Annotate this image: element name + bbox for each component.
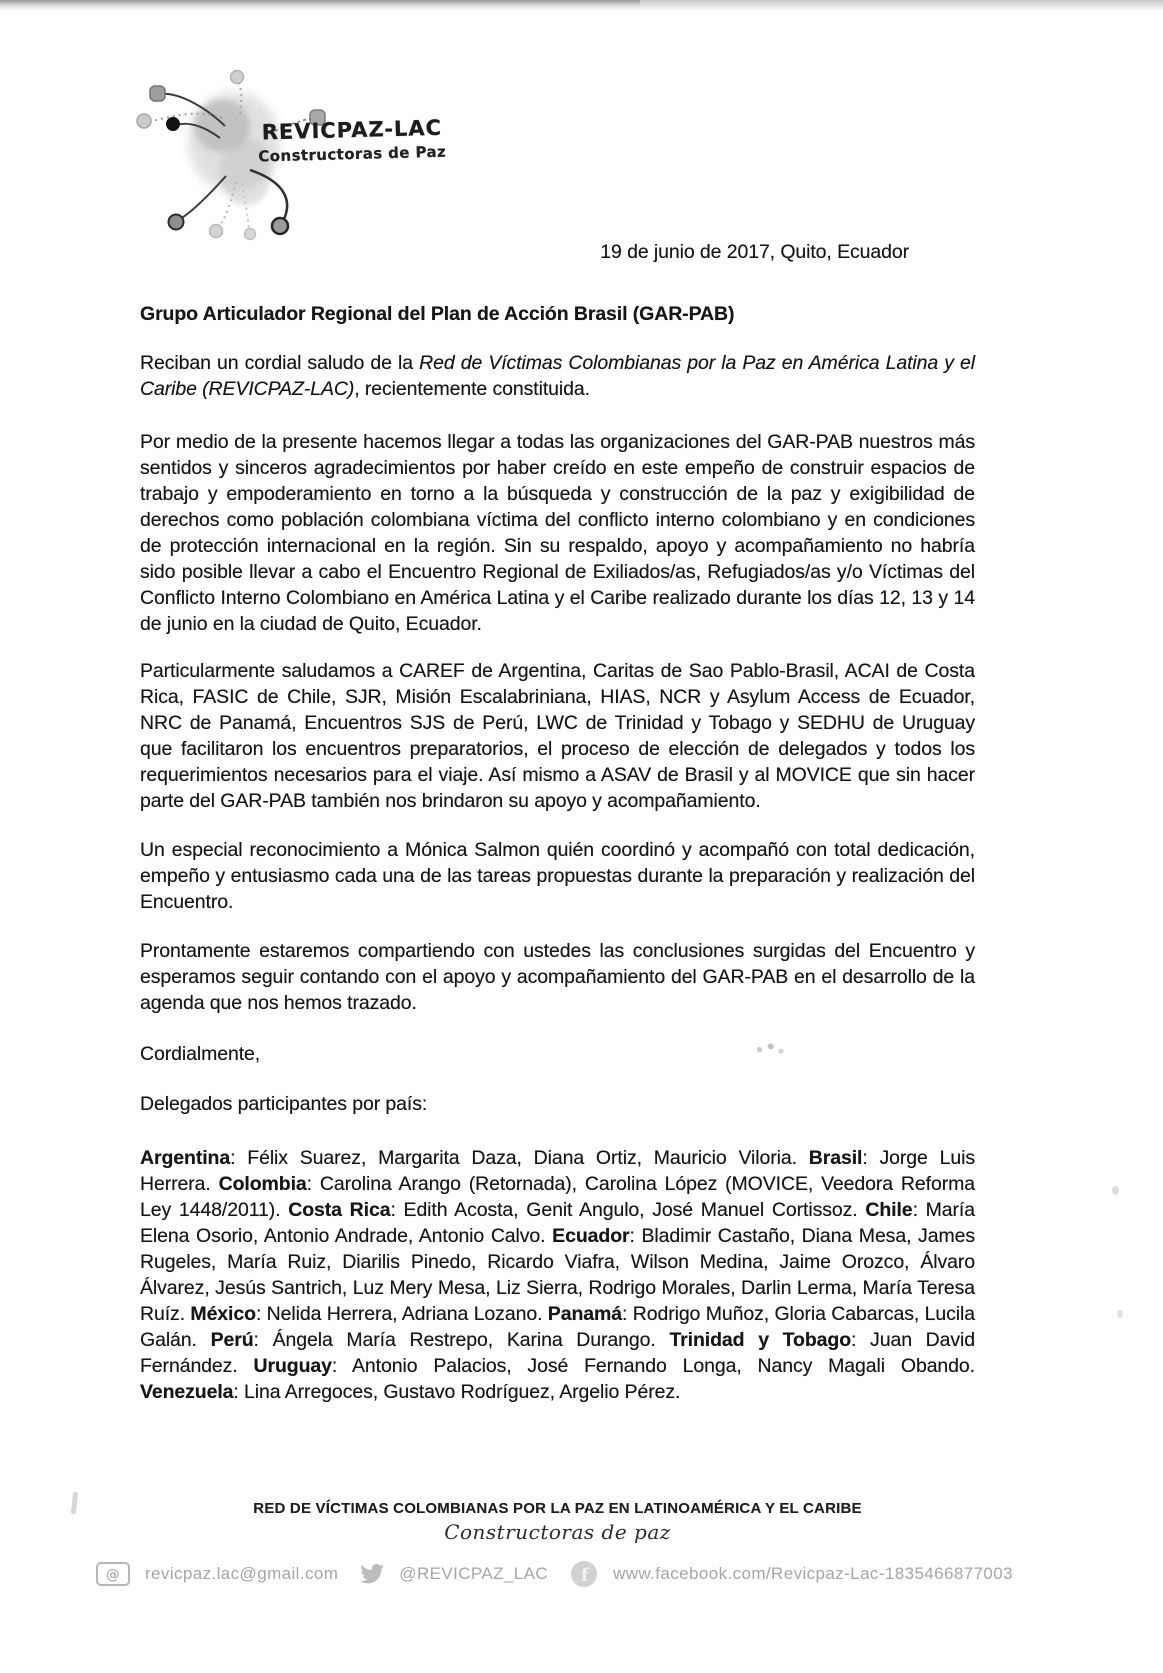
recipient-heading: Grupo Articulador Regional del Plan de Acción Brasil (GAR-PAB)	[140, 303, 735, 325]
facebook-contact	[569, 1559, 1013, 1589]
email-address: revicpaz.lac@gmail.com	[145, 1564, 339, 1583]
email-icon	[95, 1561, 131, 1587]
footer-tagline: Constructoras de paz	[444, 1520, 671, 1544]
svg-text:@: @	[105, 1567, 121, 1583]
closing-salutation: Cordialmente,	[140, 1043, 261, 1065]
email-contact	[95, 1561, 338, 1587]
twitter-contact	[359, 1561, 548, 1587]
scan-artifact-dash	[71, 1492, 78, 1514]
facebook-url: www.facebook.com/Revicpaz-Lac-1835466877003	[613, 1564, 1013, 1583]
footer	[140, 1500, 975, 1544]
thanks-paragraph: Por medio de la presente hacemos llegar a todas las organizaciones del GAR-PAB nuestros más sentidos y sinceros agradecimientos por haber creído en este empeño de construir espacios de trabajo y empoderamiento en torno a la búsqueda y construcción de la paz y exigibilidad de derechos como población colombiana víctima del conflicto interno colombiano y en condiciones de protección internacional en la región. Sin su respaldo, apoyo y acompañamiento no habría sido posible llevar a cabo el Encuentro Regional de Exiliados/as, Refugiados/as y/o Víctimas del Conflicto Interno Colombiano en América Latina y el Caribe realizado durante los días 12, 13 y 14 de junio en la ciudad de Quito, Ecuador.	[140, 431, 975, 635]
dateline: 19 de junio de 2017, Quito, Ecuador	[600, 241, 909, 263]
recognition-paragraph: Un especial reconocimiento a Mónica Salmon quién coordinó y acompañó con total dedicación, empeño y entusiasmo cada una de las tareas propuestas durante la preparación y realización del Encuentro.	[140, 839, 975, 913]
delegates-label: Delegados participantes por país:	[140, 1093, 428, 1115]
footer-contact-bar	[95, 1552, 1013, 1596]
scan-artifact-dot	[1112, 1186, 1119, 1195]
twitter-icon	[359, 1561, 385, 1587]
letter-body	[140, 0, 975, 1405]
greeting-paragraph: Reciban un cordial saludo de la Red de Víctimas Colombianas por la Paz en América Latina y el Caribe (REVICPAZ-LAC), recientemente constituida.	[140, 352, 975, 400]
footer-org-name: RED DE VÍCTIMAS COLOMBIANAS POR LA PAZ EN LATINOAMÉRICA Y EL CARIBE	[253, 1500, 862, 1517]
conclusions-paragraph: Prontamente estaremos compartiendo con ustedes las conclusiones surgidas del Encuentro y esperamos seguir contando con el apoyo y acompañamiento del GAR-PAB en el desarrollo de la agenda que nos hemos trazado.	[140, 940, 975, 1014]
logo-title: REVICPAZ-LAC	[261, 115, 443, 145]
delegates-paragraph: Argentina: Félix Suarez, Margarita Daza, Diana Ortiz, Mauricio Viloria. Brasil: Jorge Luis Herrera. Colombia: Carolina Arango (Retornada), Carolina López (MOVICE, Veedora Reforma Ley 1448/2011). Costa Rica: Edith Acosta, Genit Angulo, José Manuel Cortissoz. Chile: María Elena Osorio, Antonio Andrade, Antonio Calvo. Ecuador: Bladimir Castaño, Diana Mesa, James Rugeles, María Ruiz, Diarilis Pinedo, Ricardo Viafra, Wilson Medina, Jaime Orozco, Álvaro Álvarez, Jesús Santrich, Luz Mery Mesa, Liz Sierra, Rodrigo Morales, Darlin Lerma, María Teresa Ruíz. México: Nelida Herrera, Adriana Lozano. Panamá: Rodrigo Muñoz, Gloria Cabarcas, Lucila Galán. Perú: Ángela María Restrepo, Karina Durango. Trinidad y Tobago: Juan David Fernández. Uruguay: Antonio Palacios, José Fernando Longa, Nancy Magali Obando. Venezuela: Lina Arregoces, Gustavo Rodríguez, Argelio Pérez.	[140, 1147, 976, 1403]
logo-subtitle: Constructoras de Paz	[258, 142, 447, 166]
organizations-paragraph: Particularmente saludamos a CAREF de Argentina, Caritas de Sao Pablo-Brasil, ACAI de Costa Rica, FASIC de Chile, SJR, Misión Escalabriniana, HIAS, NCR y Asylum Access de Ecuador, NRC de Panamá, Encuentros SJS de Perú, LWC de Trinidad y Tobago y SEDHU de Uruguay que facilitaron los encuentros preparatorios, el proceso de elección de delegados y todos los requerimientos necesarios para el viaje. Así mismo a ASAV de Brasil y al MOVICE que sin hacer parte del GAR-PAB también nos brindaron su apoyo y acompañamiento.	[140, 660, 975, 812]
twitter-handle: @REVICPAZ_LAC	[399, 1564, 549, 1583]
scan-artifact-dot	[1117, 1310, 1123, 1318]
svg-text:f: f	[580, 1565, 590, 1586]
facebook-icon	[569, 1559, 599, 1589]
